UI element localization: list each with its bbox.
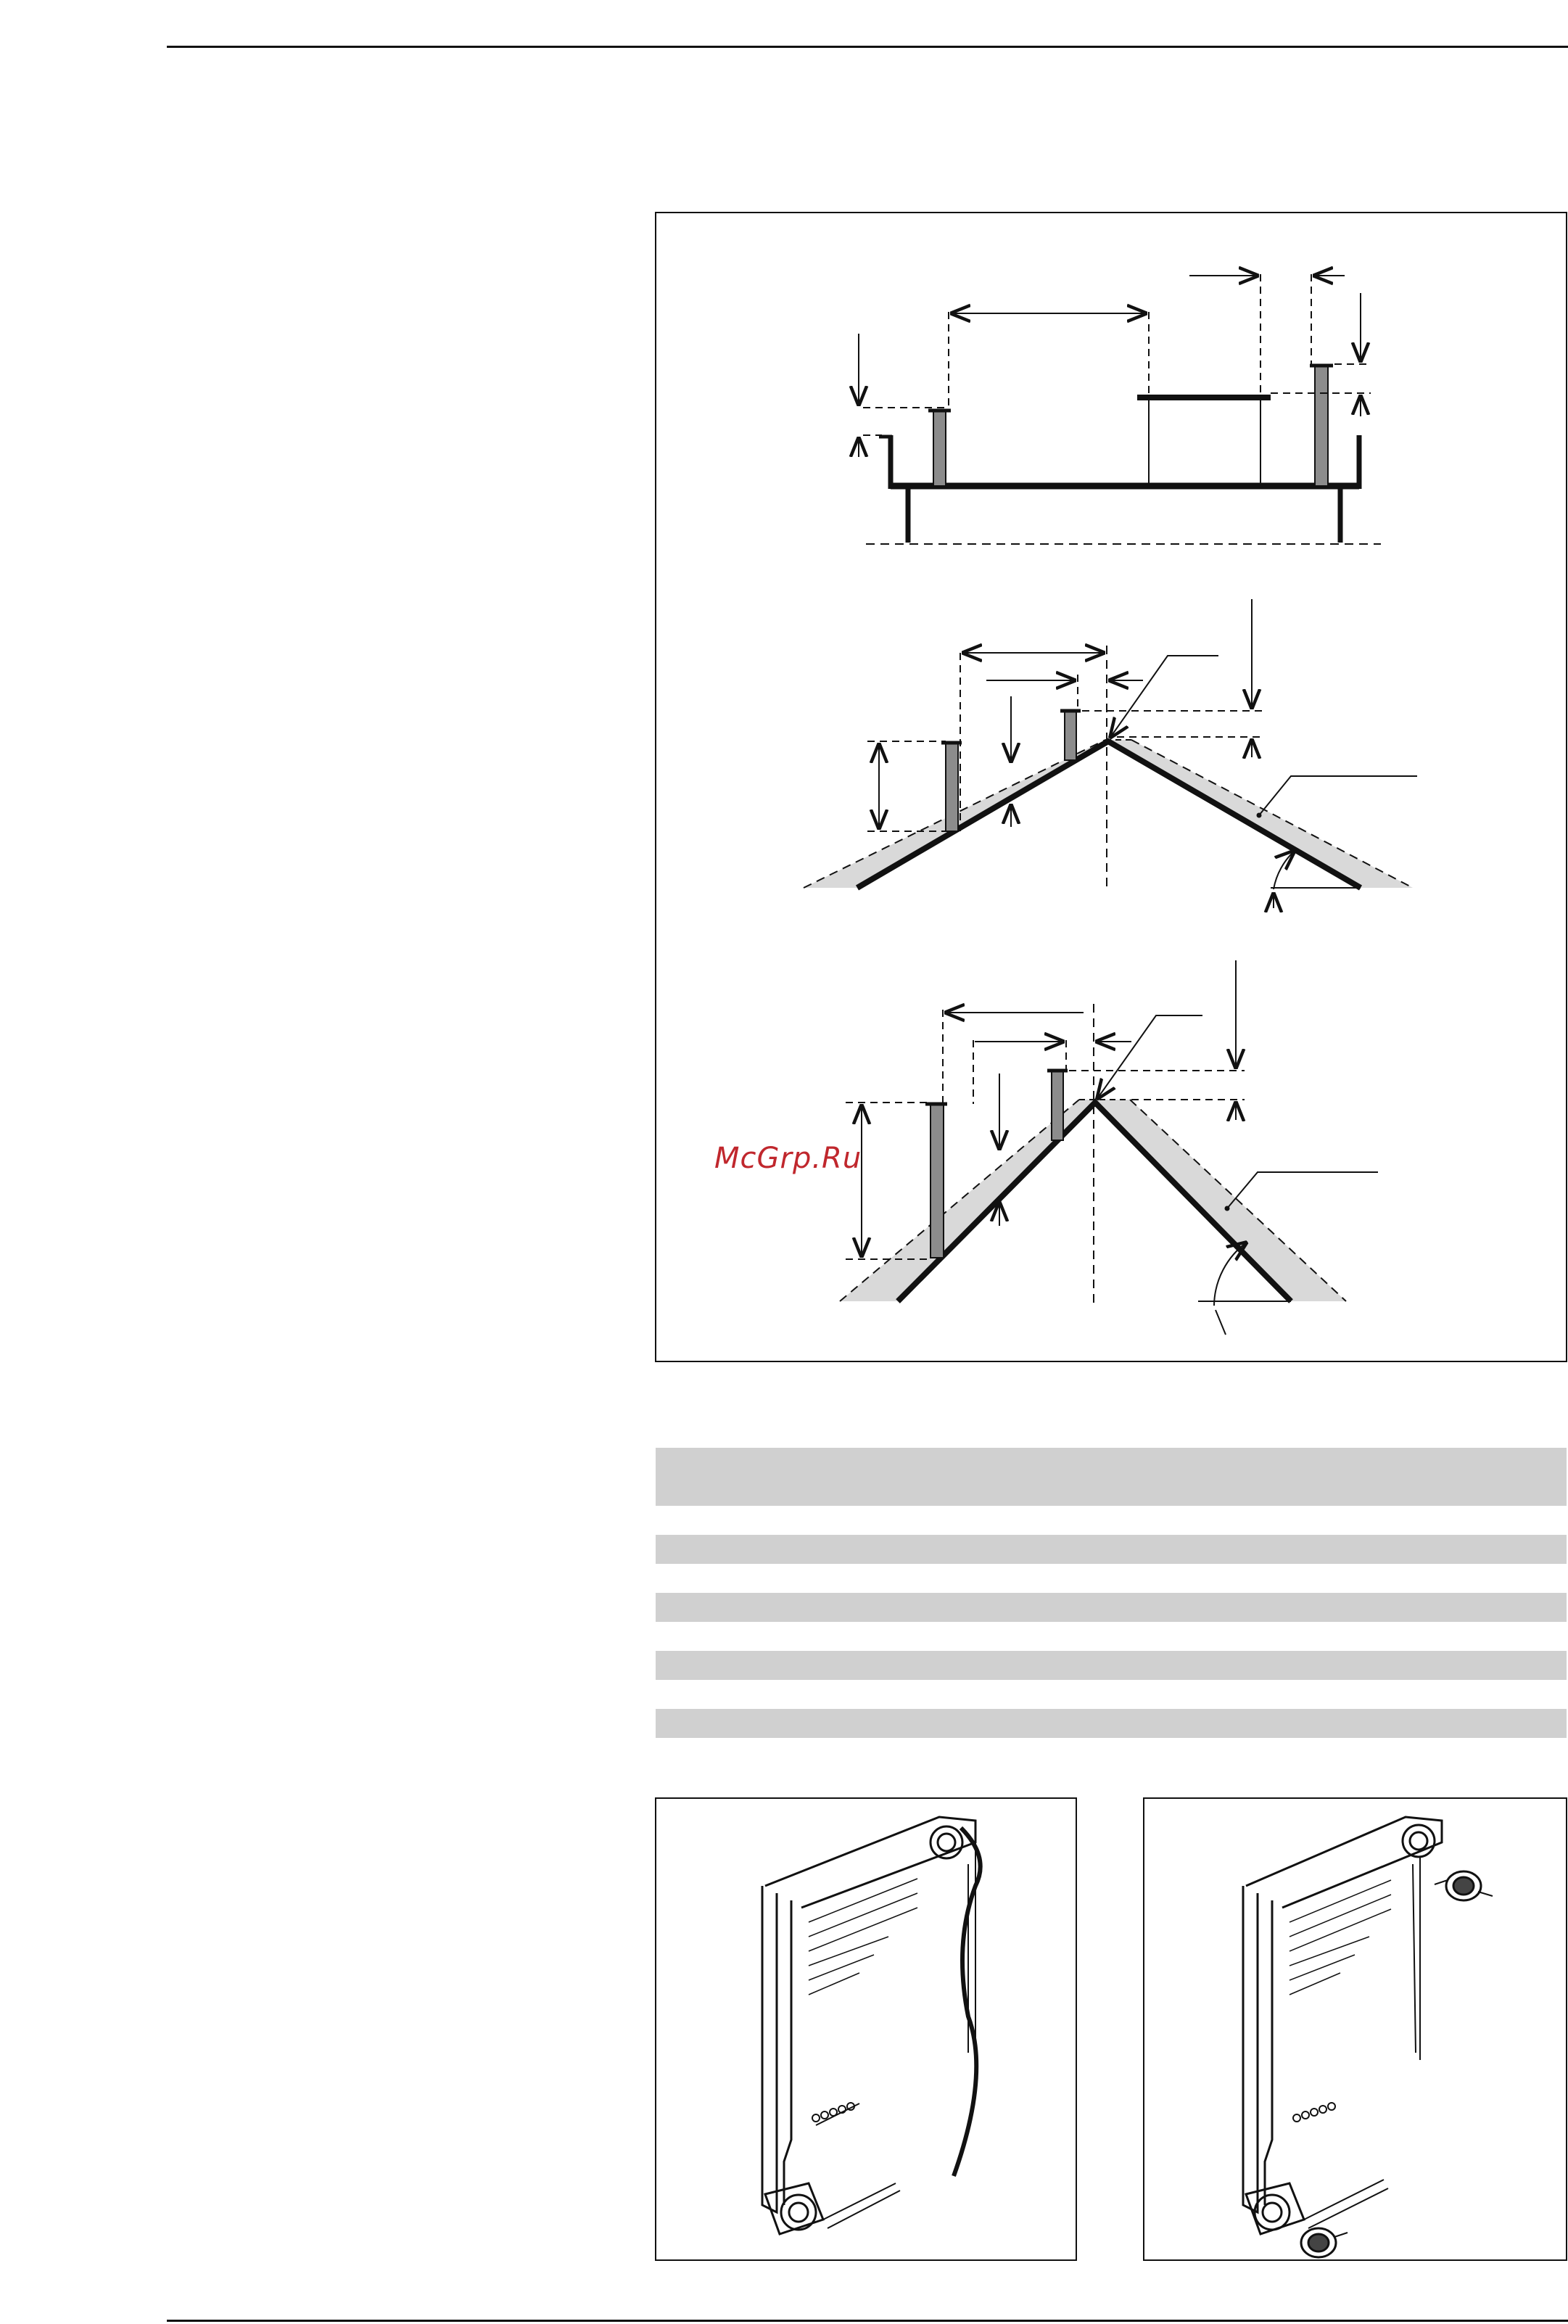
plug-top: [1435, 1871, 1493, 1900]
watermark: McGrp.Ru: [714, 1142, 862, 1175]
flat-roof-view: [859, 274, 1381, 544]
boiler-section-with-cable-figure: [655, 1797, 1077, 2261]
plug-bottom: [1301, 2228, 1348, 2257]
chimney-ridge: [1052, 1071, 1063, 1140]
chimney-left: [931, 1104, 944, 1258]
table-row-band: [656, 1535, 1567, 1564]
steep-pitched-roof-view: [840, 960, 1378, 1335]
boiler-section-with-plugs-figure: [1143, 1797, 1567, 2261]
boiler-section-drawing: [656, 1799, 1078, 2262]
table-row-band: [656, 1593, 1567, 1622]
table-header-band: [656, 1448, 1567, 1506]
boiler-section-drawing: [1144, 1799, 1568, 2262]
table-row-band: [656, 1651, 1567, 1680]
chimney-left: [933, 411, 946, 486]
chimney-left: [946, 743, 958, 831]
table-row-band: [656, 1709, 1567, 1738]
pitched-roof-view: [804, 599, 1417, 908]
chimney-ridge: [1065, 711, 1076, 760]
chimney-right: [1315, 366, 1328, 486]
